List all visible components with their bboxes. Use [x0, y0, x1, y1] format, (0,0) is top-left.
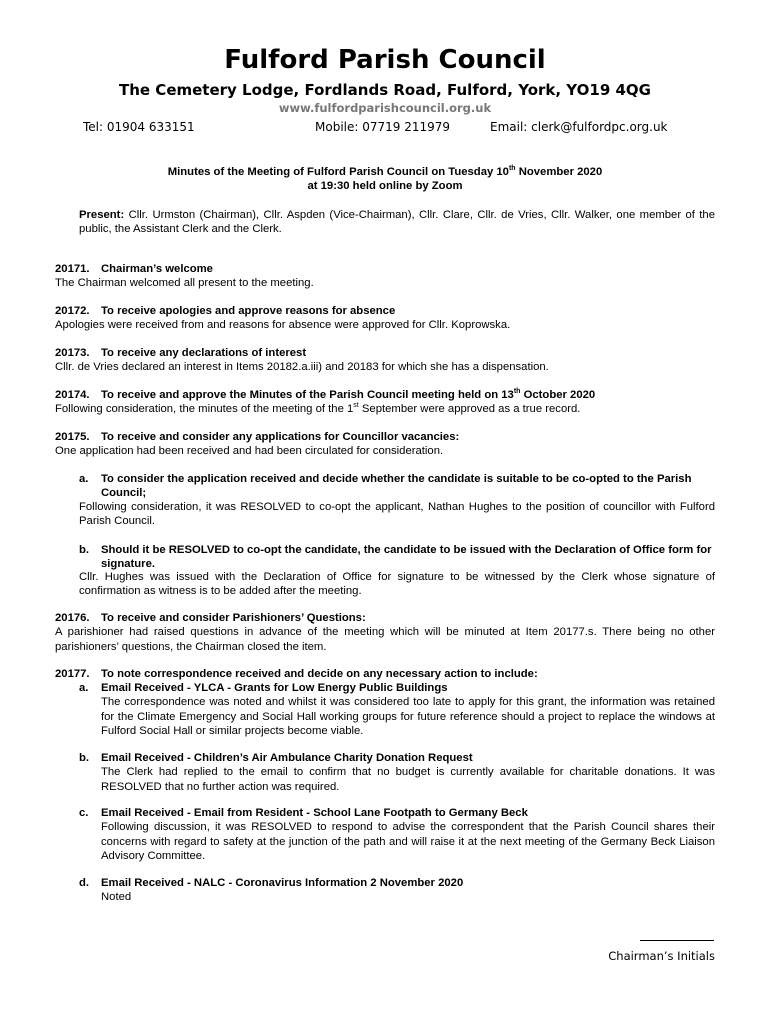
subitem-heading: Email Received - YLCA - Grants for Low Energy Public Buildings — [101, 682, 448, 694]
subitem-body: Noted — [101, 891, 132, 904]
item-20176: 20176. To receive and consider Parishioners’ Questions: A parishioner had raised questions in advance of the meeting which will be minuted at Item 20177.s. There being no other parishioners’ questions, the Chairman closed the item. — [55, 612, 715, 653]
mobile: Mobile: 07719 211979 — [315, 120, 451, 134]
subitem-heading: To consider the application received and decide whether the candidate is suitable to be co-opted to the Parish Council; — [101, 473, 692, 500]
subitem-20177-b — [101, 751, 715, 794]
telephone: Tel: 01904 633151 — [83, 120, 195, 134]
council-address: The Cemetery Lodge, Fordlands Road, Fulford, York, YO19 4QG — [119, 81, 651, 99]
subitem-body: Following discussion, it was RESOLVED to respond to advise the correspondent that the Parish Council shares their concerns with regard to safety at the junction of the path and will raise it at the next meeting of the Germany Beck Liaison Advisory Committee. — [101, 821, 715, 862]
item-heading: To receive and approve the Minutes of the Parish Council meeting held on 13th October 2020 — [101, 388, 596, 401]
subitem-body: Cllr. Hughes was issued with the Declaration of Office for signature to be witnessed by the Clerk whose signature of confirmation as witness is to be added after the meeting. — [79, 571, 715, 598]
chairmans-initials-label: Chairman’s Initials — [608, 949, 715, 963]
minutes-title: Minutes of the Meeting of Fulford Parish Council on Tuesday 10th November 2020 at 19:30 held online by Zoom — [167, 165, 603, 193]
item-heading: To receive apologies and approve reasons for absence — [101, 305, 396, 317]
subitem-label: c. — [79, 807, 89, 819]
initials-signature-line — [640, 940, 714, 941]
subitem-label: b. — [79, 544, 90, 556]
item-20175: 20175. To receive and consider any applications for Councillor vacancies: One application had been received and had been circulated for consideration. — [55, 430, 715, 459]
subitem-heading: Email Received - Children’s Air Ambulance Charity Donation Request — [101, 752, 473, 764]
item-heading: To note correspondence received and decide on any necessary action to include: — [101, 668, 538, 680]
subitem-20177-a — [101, 681, 715, 738]
subitem-label: a. — [79, 473, 89, 485]
subitem-heading: Should it be RESOLVED to co-opt the candidate, the candidate to be issued with the Declaration of Office form for signature. — [101, 544, 712, 571]
item-body: One application had been received and had been circulated for consideration. — [55, 445, 444, 458]
subitem-20177-d — [101, 876, 715, 905]
subitem-body: The correspondence was noted and whilst it was considered too late to apply for this grant, the information was retained for the Climate Emergency and Social Hall working groups for future reference should a project to replace the windows at Fulford Social Hall or similar projects become viable. — [101, 696, 715, 737]
item-body: Apologies were received from and reasons for absence were approved for Cllr. Koprowska. — [55, 319, 511, 332]
subitem-label: a. — [79, 682, 89, 694]
subitem-label: b. — [79, 752, 90, 764]
subitem-body: Following consideration, it was RESOLVED to co-opt the applicant, Nathan Hughes to the position of councillor with Fulford Parish Council. — [79, 501, 715, 528]
email[interactable]: Email: clerk@fulfordpc.org.uk — [490, 120, 668, 134]
item-heading: To receive and consider any applications for Councillor vacancies: — [101, 431, 460, 443]
council-name: Fulford Parish Council — [224, 45, 546, 75]
subitem-20177-c — [101, 806, 715, 863]
item-20174: 20174. To receive and approve the Minutes of the Parish Council meeting held on 13th October 2020 Following consideration, the minutes of the meeting of the 1st September were approved as a true record. — [55, 388, 715, 417]
present-label: Present: — [79, 209, 125, 221]
item-20171: 20171. Chairman’s welcome The Chairman welcomed all present to the meeting. — [55, 262, 715, 291]
subitem-label: d. — [79, 877, 90, 889]
website-link[interactable]: www.fulfordparishcouncil.org.uk — [278, 101, 492, 115]
subitem-body: The Clerk had replied to the email to confirm that no budget is currently available for charitable donations. It was RESOLVED that no further action was required. — [101, 766, 715, 793]
item-body: Cllr. de Vries declared an interest in Items 20182.a.iii) and 20183 for which she has a dispensation. — [55, 361, 549, 374]
item-body: The Chairman welcomed all present to the meeting. — [55, 277, 314, 290]
item-body: A parishioner had raised questions in advance of the meeting which will be minuted at Item 20177.s. There being no other parishioners’ questions, the Chairman closed the item. — [55, 626, 715, 653]
item-body: Following consideration, the minutes of the meeting of the 1st September were approved as a true record. — [55, 402, 581, 416]
item-20172: 20172. To receive apologies and approve reasons for absence Apologies were received from and reasons for absence were approved for Cllr. Koprowska. — [55, 304, 715, 333]
present-paragraph: Present: Cllr. Urmston (Chairman), Cllr. Aspden (Vice-Chairman), Cllr. Clare, Cllr. de Vries, Cllr. Walker, one member of the public, the Assistant Clerk and the Clerk. — [79, 209, 715, 236]
item-20173: 20173. To receive any declarations of interest Cllr. de Vries declared an interest in Items 20182.a.iii) and 20183 for which she has a dispensation. — [55, 346, 715, 375]
subitem-heading: Email Received - Email from Resident - School Lane Footpath to Germany Beck — [101, 807, 528, 819]
item-heading: To receive and consider Parishioners’ Questions: — [101, 612, 366, 624]
item-heading: Chairman’s welcome — [101, 263, 213, 275]
item-heading: To receive any declarations of interest — [101, 347, 307, 359]
subitem-heading: Email Received - NALC - Coronavirus Information 2 November 2020 — [101, 877, 464, 889]
item-20177: 20177. To note correspondence received and decide on any necessary action to include: — [55, 668, 538, 680]
